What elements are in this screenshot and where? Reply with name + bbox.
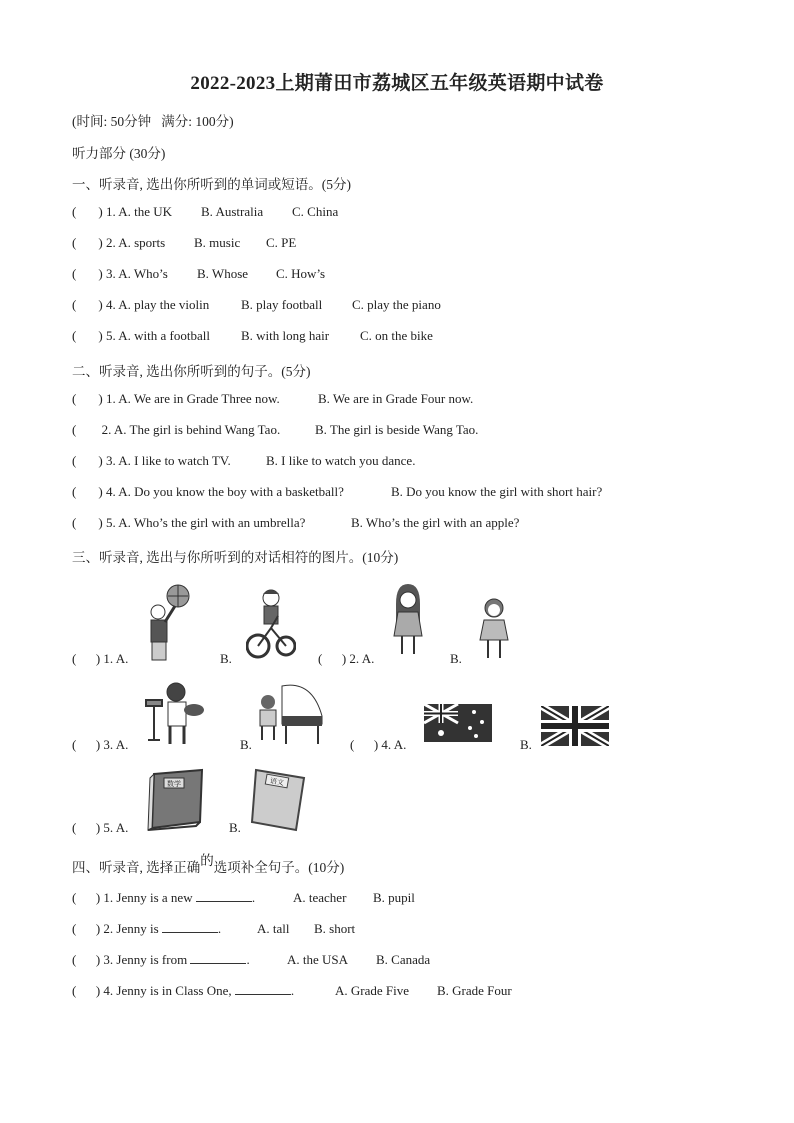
item-number: 4. bbox=[105, 297, 116, 312]
section-4-heading-raised: 的 bbox=[200, 853, 214, 868]
answer-paren[interactable]: ( bbox=[72, 484, 77, 499]
option-b: B. music bbox=[194, 235, 241, 250]
section-1-item bbox=[72, 266, 326, 282]
option-b: B. I like to watch you dance. bbox=[266, 453, 416, 468]
item-number: 5. bbox=[105, 515, 116, 530]
australia-flag-image bbox=[424, 704, 492, 742]
option-c: C. How’s bbox=[276, 266, 326, 281]
listening-part-heading: 听力部分 (30分) bbox=[72, 146, 166, 161]
option-a: A. I like to watch TV. bbox=[118, 453, 231, 468]
question-text: ( ) 2. Jenny is bbox=[72, 921, 159, 936]
option-c: C. PE bbox=[266, 235, 297, 250]
option-a: A. the USA bbox=[287, 952, 349, 967]
maths-book-label: 数学 bbox=[167, 780, 181, 788]
section-2-item bbox=[72, 453, 416, 469]
option-a: A. tall bbox=[257, 921, 290, 936]
q1-b-label: B. bbox=[220, 651, 232, 666]
sentence-end: . bbox=[290, 983, 295, 998]
section-4-item bbox=[72, 983, 512, 999]
q2-label: ( ) 2. A. bbox=[318, 651, 375, 666]
chinese-book-label: 语文 bbox=[269, 776, 285, 788]
answer-paren[interactable]: ( bbox=[72, 266, 77, 281]
section-2-item bbox=[72, 515, 520, 531]
section-4-heading-part2: 选项补全句子。(10分) bbox=[213, 860, 345, 875]
answer-paren[interactable]: ( bbox=[72, 453, 77, 468]
answer-paren[interactable]: ( bbox=[72, 515, 77, 530]
option-a: A. sports bbox=[118, 235, 166, 250]
sentence-end: . bbox=[251, 890, 256, 905]
answer-paren[interactable]: ( bbox=[72, 328, 77, 343]
option-a: A. play the violin bbox=[118, 297, 210, 312]
q5-label: ( ) 5. A. bbox=[72, 820, 129, 835]
option-b: B. Canada bbox=[376, 952, 431, 967]
answer-paren-close: ) bbox=[98, 453, 103, 468]
answer-blank[interactable] bbox=[235, 984, 291, 995]
option-b: B. We are in Grade Four now. bbox=[318, 391, 474, 406]
item-number: 2. bbox=[105, 235, 116, 250]
option-b: B. Whose bbox=[197, 266, 249, 281]
item-number: 3. bbox=[105, 453, 116, 468]
answer-paren-close: ) bbox=[98, 391, 103, 406]
question-text: ( ) 4. Jenny is in Class One, bbox=[72, 983, 232, 998]
section-1-item bbox=[72, 204, 339, 220]
q1-label: ( ) 1. A. bbox=[72, 651, 129, 666]
option-b: B. short bbox=[314, 921, 356, 936]
option-c: C. play the piano bbox=[352, 297, 441, 312]
option-a: A. Do you know the boy with a basketball? bbox=[118, 484, 344, 499]
answer-paren-close: ) bbox=[98, 235, 103, 250]
option-a: A. Who’s bbox=[118, 266, 168, 281]
item-number: 2. bbox=[101, 422, 112, 437]
answer-paren[interactable]: ( bbox=[72, 422, 77, 437]
section-3-heading: 三、听录音, 选出与你所听到的对话相符的图片。(10分) bbox=[72, 550, 399, 565]
girl-long-hair-image bbox=[388, 582, 428, 662]
answer-paren[interactable]: ( bbox=[72, 235, 77, 250]
question-text: ( ) 3. Jenny is from bbox=[72, 952, 188, 967]
exam-meta: (时间: 50分钟 满分: 100分) bbox=[72, 114, 234, 129]
option-b: B. play football bbox=[241, 297, 323, 312]
q2-b-label: B. bbox=[450, 651, 462, 666]
q4-b-label: B. bbox=[520, 737, 532, 752]
option-a: A. teacher bbox=[293, 890, 347, 905]
section-1-item bbox=[72, 235, 297, 251]
answer-paren-close: ) bbox=[98, 297, 103, 312]
section-1-heading: 一、听录音, 选出你所听到的单词或短语。(5分) bbox=[72, 177, 351, 192]
answer-paren[interactable]: ( bbox=[72, 391, 77, 406]
chinese-book-image bbox=[250, 766, 308, 832]
section-1-item bbox=[72, 297, 441, 313]
answer-paren-close: ) bbox=[98, 266, 103, 281]
section-2-item bbox=[72, 484, 603, 500]
option-b: B. with long hair bbox=[241, 328, 330, 343]
section-4-item bbox=[72, 890, 415, 906]
option-a: A. We are in Grade Three now. bbox=[118, 391, 280, 406]
item-number: 4. bbox=[105, 484, 116, 499]
q5-b-label: B. bbox=[229, 820, 241, 835]
section-4-item bbox=[72, 921, 356, 937]
section-2-heading: 二、听录音, 选出你所听到的句子。(5分) bbox=[72, 364, 311, 379]
answer-blank[interactable] bbox=[162, 922, 218, 933]
section-2-item bbox=[72, 422, 479, 438]
q4-label: ( ) 4. A. bbox=[350, 737, 407, 752]
sentence-end: . bbox=[217, 921, 222, 936]
option-a: A. The girl is behind Wang Tao. bbox=[113, 422, 281, 437]
page-title: 2022-2023上期莆田市荔城区五年级英语期中试卷 bbox=[190, 73, 604, 94]
question-text: ( ) 1. Jenny is a new bbox=[72, 890, 193, 905]
answer-paren-close: ) bbox=[98, 204, 103, 219]
section-1-item bbox=[72, 328, 433, 344]
girl-piano-image bbox=[252, 680, 328, 746]
option-c: C. on the bike bbox=[360, 328, 433, 343]
option-b: B. pupil bbox=[373, 890, 415, 905]
answer-blank[interactable] bbox=[196, 891, 252, 902]
option-b: B. The girl is beside Wang Tao. bbox=[315, 422, 479, 437]
option-a: A. the UK bbox=[118, 204, 173, 219]
section-4-item bbox=[72, 952, 431, 968]
answer-paren-close: ) bbox=[98, 328, 103, 343]
q3-label: ( ) 3. A. bbox=[72, 737, 129, 752]
answer-paren[interactable]: ( bbox=[72, 204, 77, 219]
answer-paren[interactable]: ( bbox=[72, 297, 77, 312]
girl-short-hair-image bbox=[476, 596, 512, 662]
option-b: B. Do you know the girl with short hair? bbox=[391, 484, 603, 499]
section-4-heading-part1: 四、听录音, 选择正确 bbox=[72, 860, 201, 875]
option-b: B. Who’s the girl with an apple? bbox=[351, 515, 520, 530]
uk-flag-image bbox=[541, 706, 609, 746]
answer-paren-close: ) bbox=[98, 484, 103, 499]
boy-basketball-image bbox=[140, 582, 200, 662]
option-b: B. Australia bbox=[201, 204, 264, 219]
maths-book-image bbox=[144, 768, 206, 832]
sentence-end: . bbox=[246, 952, 250, 967]
section-2-item bbox=[72, 391, 474, 407]
item-number: 1. bbox=[105, 391, 116, 406]
item-number: 1. bbox=[105, 204, 116, 219]
option-a: A. Grade Five bbox=[335, 983, 410, 998]
answer-blank[interactable] bbox=[190, 953, 246, 964]
item-number: 3. bbox=[105, 266, 116, 281]
option-a: A. Who’s the girl with an umbrella? bbox=[118, 515, 306, 530]
boy-violin-image bbox=[140, 680, 216, 748]
section-4-heading bbox=[72, 853, 345, 876]
option-b: B. Grade Four bbox=[437, 983, 512, 998]
item-number: 5. bbox=[105, 328, 116, 343]
option-c: C. China bbox=[292, 204, 339, 219]
boy-bike-image bbox=[246, 586, 296, 662]
answer-paren-close: ) bbox=[98, 515, 103, 530]
option-a: A. with a football bbox=[118, 328, 210, 343]
q3-b-label: B. bbox=[240, 737, 252, 752]
